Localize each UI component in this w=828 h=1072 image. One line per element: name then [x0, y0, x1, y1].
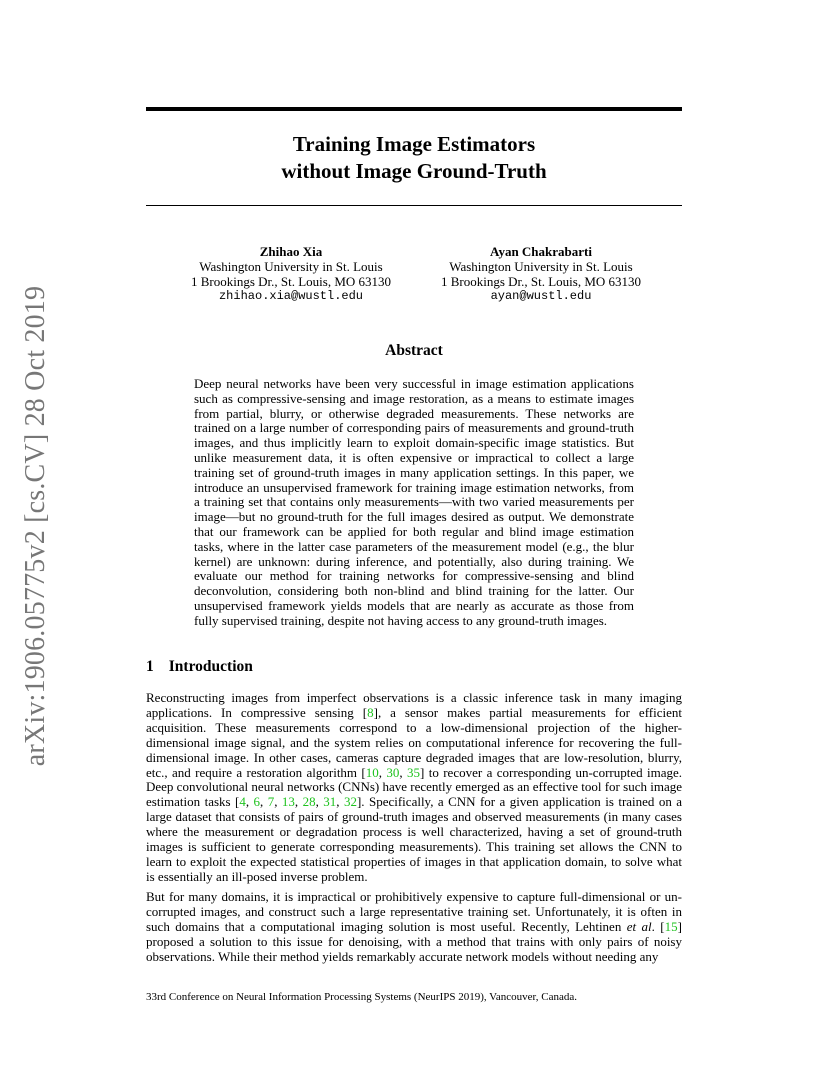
author-affiliation: Washington University in St. Louis: [449, 259, 633, 274]
text-run: But for many domains, it is impractical or prohibitively expensive to capture full-dimensional or un-corrupted images, and construct such a large representative training set. Unfortunately, it is often in such domains that a computational imaging solution is most useful. Recently, Lehtinen: [146, 889, 682, 934]
author-name: Ayan Chakrabarti: [490, 244, 592, 259]
title-line-2: without Image Ground-Truth: [281, 159, 547, 183]
text-run: ]. Specifically, a CNN for a given application is trained on a large dataset that consists of pairs of ground-truth images and observed measurements (in many cases where the measurement or degradation process is well characterized, having a set of ground-truth images is sufficient to generate corresponding measurements). This training set allows the CNN to learn to exploit the expected statistical properties of images in that application domain, to solve what is essentially an ill-posed inverse problem.: [146, 794, 683, 884]
arxiv-identifier: arXiv:1906.05775v2 [cs.CV] 28 Oct 2019: [20, 285, 51, 767]
citation-link[interactable]: 6: [253, 794, 261, 810]
text-run: Reconstructing images from imperfect observations is a classic inference task in many imaging applications. In compressive sensing [: [146, 690, 682, 720]
citation-link[interactable]: 30: [386, 764, 400, 780]
citation-link[interactable]: 7: [267, 794, 275, 810]
section-number: 1: [146, 658, 154, 675]
title-rule-top: [146, 107, 682, 111]
citation-link[interactable]: 4: [239, 794, 246, 810]
text-run: ], a sensor makes partial measurements for efficient acquisition. These measurements correspond to a low-dimensional projection of the higher-dimensional image signal, and the system relies on computational inference for recovering the full-dimensional image. In other cases, cameras capture degraded images that are low-resolution, blurry, etc., and require a restoration algorithm [: [146, 704, 682, 780]
text-run: ,: [315, 794, 324, 810]
abstract-text: Deep neural networks have been very successful in image estimation applications such as compressive-sensing and image restoration, as a means to estimate images from partial, blurry, or otherwise degraded measurements. These networks are trained on a large number of corresponding pairs of measurements and ground-truth images, and thus implicitly learn to exploit domain-specific image statistics. But unlike measurement data, it is often expensive or impractical to collect a large training set of ground-truth images in many application settings. In this paper, we introduce an unsupervised framework for training image estimation networks, from a training set that contains only measurements—with two varied measurements per image—but no ground-truth for the full images desired as output. We demonstrate that our framework can be applied for both regular and blind image estimation tasks, where in the latter case parameters of the measurement model (e.g., the blur kernel) are unknown: during inference, and potentially, also during training. We evaluate our method for training networks for compressive-sensing and blind deconvolution, considering both non-blind and blind training for the latter. Our unsupervised framework yields models that are nearly as accurate as those from fully supervised training, despite not having access to any ground-truth images.: [194, 376, 634, 628]
text-run-italic: et al: [626, 918, 652, 934]
citation-link[interactable]: 10: [365, 764, 379, 780]
intro-paragraph-1: [146, 691, 682, 885]
citation-link[interactable]: 35: [407, 764, 421, 780]
intro-paragraph-2: [146, 890, 682, 965]
section-heading-introduction: [146, 658, 253, 676]
text-run: . [: [651, 918, 665, 934]
citation-link[interactable]: 15: [664, 918, 678, 934]
citation-link[interactable]: 28: [302, 794, 316, 810]
text-run: ] proposed a solution to this issue for denoising, with a method that trains with only pairs of noisy observations. While their method yields remarkably accurate network models without needing any: [146, 918, 682, 964]
text-run: ,: [336, 794, 344, 810]
abstract-heading: Abstract: [385, 342, 443, 359]
title-line-1: Training Image Estimators: [292, 132, 536, 156]
author-block-chakrabarti: [431, 244, 651, 304]
text-run: ,: [294, 794, 303, 810]
text-run: ,: [260, 794, 268, 810]
author-affiliation: Washington University in St. Louis: [199, 259, 383, 274]
citation-link[interactable]: 8: [367, 704, 374, 720]
text-run: ,: [399, 764, 408, 780]
conference-footnote: 33rd Conference on Neural Information Processing Systems (NeurIPS 2019), Vancouver, Canada.: [146, 991, 578, 1003]
section-title: Introduction: [168, 658, 253, 675]
citation-link[interactable]: 32: [343, 794, 357, 810]
author-block-xia: [181, 244, 401, 304]
text-run: ,: [378, 764, 387, 780]
author-address: 1 Brookings Dr., St. Louis, MO 63130: [190, 274, 392, 289]
citation-link[interactable]: 31: [323, 794, 337, 810]
author-name: Zhihao Xia: [259, 244, 323, 259]
author-email[interactable]: ayan@wustl.edu: [490, 289, 592, 303]
author-email[interactable]: zhihao.xia@wustl.edu: [218, 289, 364, 303]
citation-link[interactable]: 13: [281, 794, 295, 810]
text-run: ,: [274, 794, 282, 810]
title-rule-bottom: [146, 205, 682, 206]
text-run: ] to recover a corresponding un-corrupted image. Deep convolutional neural networks (CNNs) have recently emerged as an effective tool for such image estimation tasks [: [146, 764, 683, 810]
author-address: 1 Brookings Dr., St. Louis, MO 63130: [440, 274, 642, 289]
text-run: ,: [245, 794, 254, 810]
paper-title: [146, 131, 682, 185]
